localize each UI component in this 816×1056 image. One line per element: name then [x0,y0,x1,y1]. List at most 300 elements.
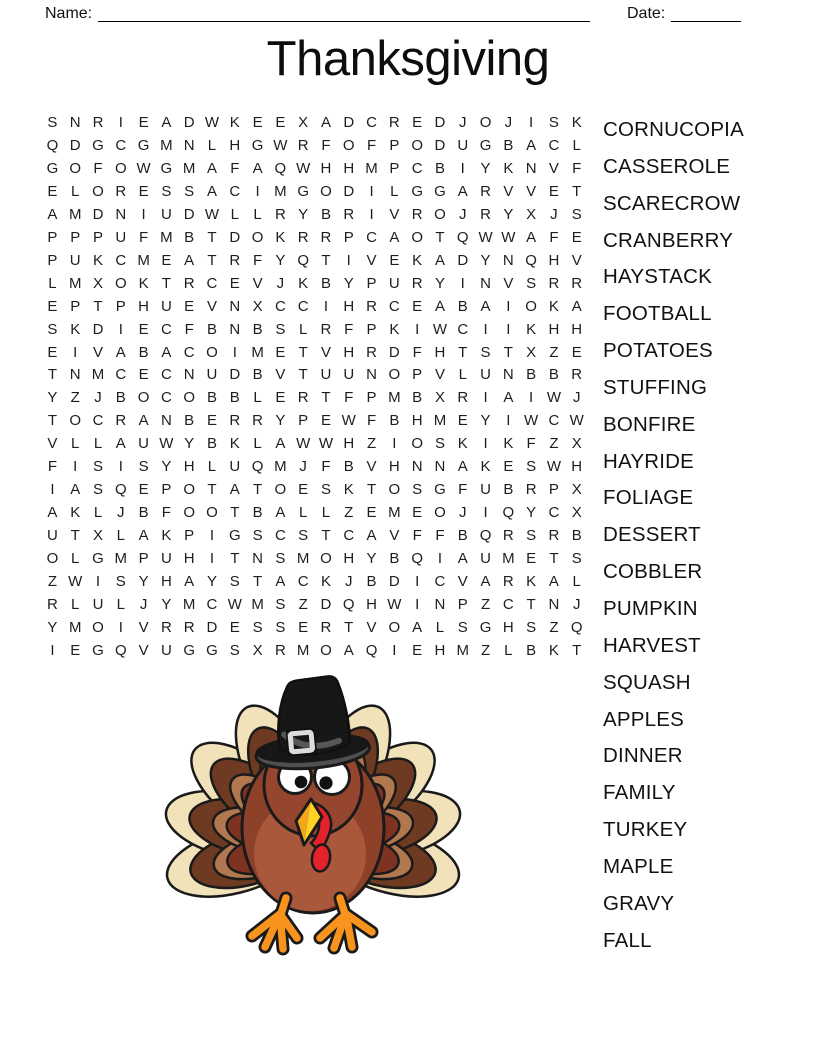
grid-cell: D [206,618,218,636]
grid-cell: T [207,228,217,246]
grid-cell: S [161,182,172,200]
grid-cell: K [92,251,103,269]
grid-cell: V [92,343,103,361]
grid-cell: P [298,412,309,430]
grid-cell: G [251,136,264,154]
grid-cell: Y [503,205,514,223]
grid-cell: T [503,343,513,361]
grid-cell: F [230,159,240,177]
grid-cell: N [548,595,560,613]
grid-cell: L [93,504,103,522]
grid-cell: Y [366,550,377,568]
grid-cell: Y [275,412,286,430]
grid-cell: A [115,435,126,453]
grid-cell: E [184,297,195,315]
grid-cell: B [138,343,149,361]
grid-cell: B [320,274,331,292]
grid-cell: M [274,182,287,200]
grid-cell: H [343,159,355,177]
grid-cell: L [71,435,80,453]
grid-cell: Y [161,595,172,613]
grid-cell: A [206,159,217,177]
grid-cell: L [458,366,467,384]
grid-cell: H [183,458,195,476]
word-list-item: BONFIRE [603,412,696,436]
grid-cell: E [412,297,423,315]
grid-cell: O [206,504,218,522]
grid-cell: O [206,343,218,361]
grid-cell: Y [184,435,195,453]
grid-cell: B [412,389,423,407]
grid-cell: X [571,504,582,522]
grid-cell: K [526,573,537,591]
grid-cell: I [483,389,488,407]
grid-cell: H [343,343,355,361]
grid-cell: P [366,274,377,292]
grid-cell: E [571,228,582,246]
grid-cell: T [70,527,80,545]
grid-cell: I [506,412,511,430]
grid-cell: O [320,641,332,659]
grid-cell: M [251,343,264,361]
grid-cell: M [114,550,128,568]
grid-cell: U [160,205,172,223]
grid-cell: T [161,274,171,292]
grid-cell: W [318,435,334,453]
grid-cell: S [571,205,582,223]
grid-cell: R [115,182,127,200]
grid-cell: O [114,274,127,292]
grid-cell: C [274,297,286,315]
grid-cell: I [460,274,465,292]
grid-cell: C [115,251,127,269]
grid-cell: I [392,641,397,659]
grid-cell: B [252,320,263,338]
grid-cell: F [344,389,354,407]
grid-cell: M [91,366,105,384]
grid-cell: N [434,595,446,613]
grid-cell: G [160,159,173,177]
grid-cell: S [571,550,582,568]
grid-cell: X [571,481,582,499]
grid-cell: I [141,205,146,223]
grid-cell: F [93,159,103,177]
grid-cell: I [118,618,123,636]
grid-cell: F [458,481,468,499]
grid-cell: T [344,618,354,636]
grid-cell: R [388,113,400,131]
grid-cell: I [118,458,123,476]
word-list-item: APPLES [603,707,684,731]
grid-cell: C [297,297,309,315]
grid-cell: O [183,389,196,407]
grid-cell: K [138,274,149,292]
grid-cell: L [116,527,125,545]
grid-cell: P [92,228,103,246]
grid-cell: H [411,412,423,430]
grid-cell: O [320,182,332,200]
grid-cell: C [297,573,309,591]
grid-cell: F [572,159,582,177]
grid-cell: M [456,641,469,659]
grid-cell: R [160,618,172,636]
word-list-item: GRAVY [603,891,675,915]
grid-cell: X [298,113,309,131]
grid-cell: F [252,251,263,269]
grid-cell: R [297,136,309,154]
grid-cell: A [115,343,126,361]
grid-cell: I [50,641,55,659]
grid-cell: H [571,458,583,476]
grid-cell: B [366,573,377,591]
grid-cell: B [571,527,582,545]
grid-cell: R [297,389,309,407]
grid-cell: C [183,343,195,361]
grid-cell: E [138,366,149,384]
grid-cell: T [252,573,263,591]
grid-cell: N [183,366,195,384]
grid-cell: U [480,481,491,499]
grid-cell: V [366,251,377,269]
grid-cell: I [209,527,215,545]
grid-cell: H [434,641,446,659]
grid-cell: O [92,618,104,636]
grid-cell: P [47,251,58,269]
grid-cell: R [457,389,469,407]
grid-cell: C [388,297,400,315]
grid-cell: S [92,458,103,476]
grid-cell: M [160,228,173,246]
grid-cell: D [92,320,104,338]
grid-cell: L [71,595,80,613]
grid-cell: A [457,458,468,476]
grid-cell: Y [343,274,354,292]
grid-cell: V [366,618,377,636]
grid-cell: T [47,366,57,384]
word-list-item: HARVEST [603,633,701,657]
grid-cell: I [118,320,123,338]
grid-cell: K [320,573,331,591]
turkey-illustration [148,668,480,960]
grid-cell: U [206,366,218,384]
wordsearch-grid [41,111,588,662]
grid-cell: C [548,504,560,522]
grid-cell: L [48,274,57,292]
grid-cell: K [503,435,514,453]
grid-cell: X [434,389,445,407]
grid-cell: C [206,595,218,613]
grid-cell: E [389,251,400,269]
name-field [45,5,590,23]
grid-cell: M [68,274,82,292]
grid-cell: X [571,435,582,453]
page-title: Thanksgiving [266,32,550,86]
grid-cell: H [434,343,446,361]
grid-cell: R [274,205,286,223]
grid-cell: E [206,412,217,430]
grid-cell: E [366,504,377,522]
grid-cell: D [457,251,469,269]
grid-cell: N [115,205,127,223]
grid-cell: I [529,389,534,407]
word-list-item: CRANBERRY [603,228,734,252]
grid-cell: I [369,182,374,200]
word-list-item: CASSEROLE [603,154,731,178]
grid-cell: B [503,136,514,154]
grid-cell: E [229,274,240,292]
grid-cell: G [92,136,104,154]
grid-cell: W [204,205,220,223]
grid-cell: R [411,205,423,223]
grid-cell: B [320,205,331,223]
grid-cell: Q [365,641,378,659]
grid-cell: J [504,113,513,131]
grid-cell: Q [274,159,287,177]
grid-cell: I [483,435,488,453]
grid-cell: C [115,366,127,384]
grid-cell: X [526,343,537,361]
word-list-item: DINNER [603,744,683,768]
grid-cell: M [182,159,196,177]
grid-cell: S [275,320,286,338]
grid-cell: B [526,641,537,659]
grid-cell: S [526,458,537,476]
grid-cell: N [525,159,537,177]
grid-cell: P [389,159,400,177]
grid-cell: F [184,320,194,338]
grid-cell: E [412,113,423,131]
grid-cell: T [572,182,582,200]
grid-cell: H [571,320,583,338]
grid-cell: A [320,113,331,131]
grid-cell: W [296,435,311,453]
grid-cell: W [159,435,174,453]
grid-cell: F [526,435,536,453]
grid-cell: U [229,458,241,476]
grid-cell: P [366,389,377,407]
grid-cell: E [457,412,468,430]
word-list-item: STUFFING [603,375,708,399]
grid-cell: L [71,550,80,568]
grid-cell: H [502,618,514,636]
grid-cell: E [320,412,331,430]
grid-cell: G [137,136,150,154]
grid-cell: A [275,573,286,591]
word-list-item: SCARECROW [603,191,741,215]
grid-cell: F [321,136,331,154]
grid-cell: V [389,205,400,223]
grid-cell: T [298,366,308,384]
grid-cell: R [183,618,195,636]
grid-cell: I [346,251,351,269]
grid-cell: I [415,595,420,613]
grid-cell: Q [525,251,537,269]
grid-cell: O [183,504,196,522]
grid-cell: L [298,504,308,522]
grid-cell: S [320,481,331,499]
grid-cell: B [184,228,195,246]
grid-cell: S [412,481,423,499]
grid-cell: W [204,113,220,131]
grid-cell: L [321,504,331,522]
grid-cell: Z [549,343,559,361]
grid-cell: J [572,595,581,613]
grid-cell: V [434,366,445,384]
grid-cell: K [412,251,423,269]
grid-cell: Y [526,504,537,522]
grid-cell: C [115,136,127,154]
grid-cell: K [571,113,582,131]
grid-cell: O [434,205,446,223]
grid-cell: M [296,641,310,659]
grid-cell: H [388,458,400,476]
grid-cell: C [160,389,172,407]
grid-cell: N [69,366,81,384]
grid-cell: P [366,320,377,338]
grid-cell: W [432,320,448,338]
grid-cell: J [276,274,285,292]
grid-cell: W [501,228,516,246]
grid-cell: U [320,366,332,384]
grid-cell: R [229,251,241,269]
grid-cell: N [434,458,446,476]
grid-cell: D [388,573,400,591]
grid-cell: E [275,343,286,361]
grid-cell: L [253,389,262,407]
grid-cell: H [320,159,332,177]
grid-cell: O [342,136,355,154]
grid-cell: M [296,550,310,568]
grid-cell: A [275,435,286,453]
grid-cell: V [320,343,331,361]
grid-cell: M [433,412,447,430]
grid-cell: L [390,182,399,200]
grid-cell: V [548,159,559,177]
grid-cell: C [457,320,469,338]
grid-cell: I [323,297,329,315]
grid-cell: O [434,504,446,522]
grid-cell: R [571,274,583,292]
grid-cell: U [46,527,58,545]
grid-cell: Y [480,412,491,430]
grid-cell: S [526,274,537,292]
grid-cell: I [232,343,237,361]
grid-cell: W [341,412,356,430]
grid-cell: E [229,618,240,636]
grid-cell: F [139,228,149,246]
grid-cell: I [506,320,511,338]
grid-cell: H [366,595,377,613]
grid-cell: N [480,274,491,292]
grid-cell: K [457,435,468,453]
grid-cell: N [160,412,172,430]
grid-cell: L [71,182,80,200]
grid-cell: H [160,573,172,591]
grid-cell: T [47,412,57,430]
grid-cell: K [298,274,309,292]
word-list-item: FAMILY [603,781,676,805]
grid-cell: Z [47,573,57,591]
grid-cell: M [388,504,401,522]
grid-cell: U [160,297,172,315]
grid-cell: I [415,320,420,338]
grid-cell: R [320,228,332,246]
grid-cell: I [506,297,511,315]
grid-cell: R [502,573,514,591]
grid-cell: U [160,550,172,568]
grid-cell: X [92,274,103,292]
grid-cell: S [275,618,286,636]
grid-cell: F [549,228,559,246]
grid-cell: S [92,481,103,499]
grid-cell: I [209,550,215,568]
grid-cell: X [526,205,537,223]
grid-cell: F [435,527,445,545]
grid-cell: N [183,136,195,154]
grid-cell: A [184,573,195,591]
grid-cell: Q [456,228,469,246]
grid-cell: A [229,481,240,499]
grid-cell: T [458,343,468,361]
grid-cell: S [526,527,537,545]
grid-cell: P [343,228,354,246]
grid-cell: A [457,550,468,568]
grid-cell: P [389,136,400,154]
grid-cell: H [343,297,355,315]
grid-cell: K [526,320,537,338]
grid-cell: H [183,550,195,568]
grid-cell: A [457,182,468,200]
grid-cell: R [548,527,560,545]
word-list [603,112,744,959]
grid-cell: T [230,504,240,522]
grid-cell: O [411,136,423,154]
grid-cell: L [435,618,445,636]
date-label: Date: [627,5,666,22]
grid-cell: C [343,527,355,545]
grid-cell: C [366,113,377,131]
grid-cell: N [229,320,241,338]
grid-cell: Y [161,458,172,476]
grid-cell: W [546,389,562,407]
grid-cell: B [184,412,195,430]
grid-cell: N [69,113,81,131]
grid-cell: L [230,205,239,223]
grid-cell: S [457,618,468,636]
grid-cell: D [229,366,241,384]
grid-cell: A [161,113,172,131]
grid-cell: Y [138,573,149,591]
grid-cell: H [138,297,149,315]
grid-cell: C [366,228,377,246]
grid-cell: I [50,481,55,499]
grid-cell: P [184,527,195,545]
grid-cell: A [480,297,491,315]
word-list-item: FOLIAGE [603,486,694,510]
grid-cell: B [526,366,537,384]
grid-cell: Y [298,205,309,223]
grid-cell: A [184,251,195,269]
grid-cell: S [526,618,537,636]
grid-cell: V [206,297,217,315]
grid-cell: K [389,320,400,338]
grid-cell: R [411,274,423,292]
grid-cell: P [138,550,149,568]
grid-cell: V [138,641,149,659]
word-list-item: COBBLER [603,560,703,584]
grid-cell: G [479,618,492,636]
grid-cell: B [457,297,468,315]
